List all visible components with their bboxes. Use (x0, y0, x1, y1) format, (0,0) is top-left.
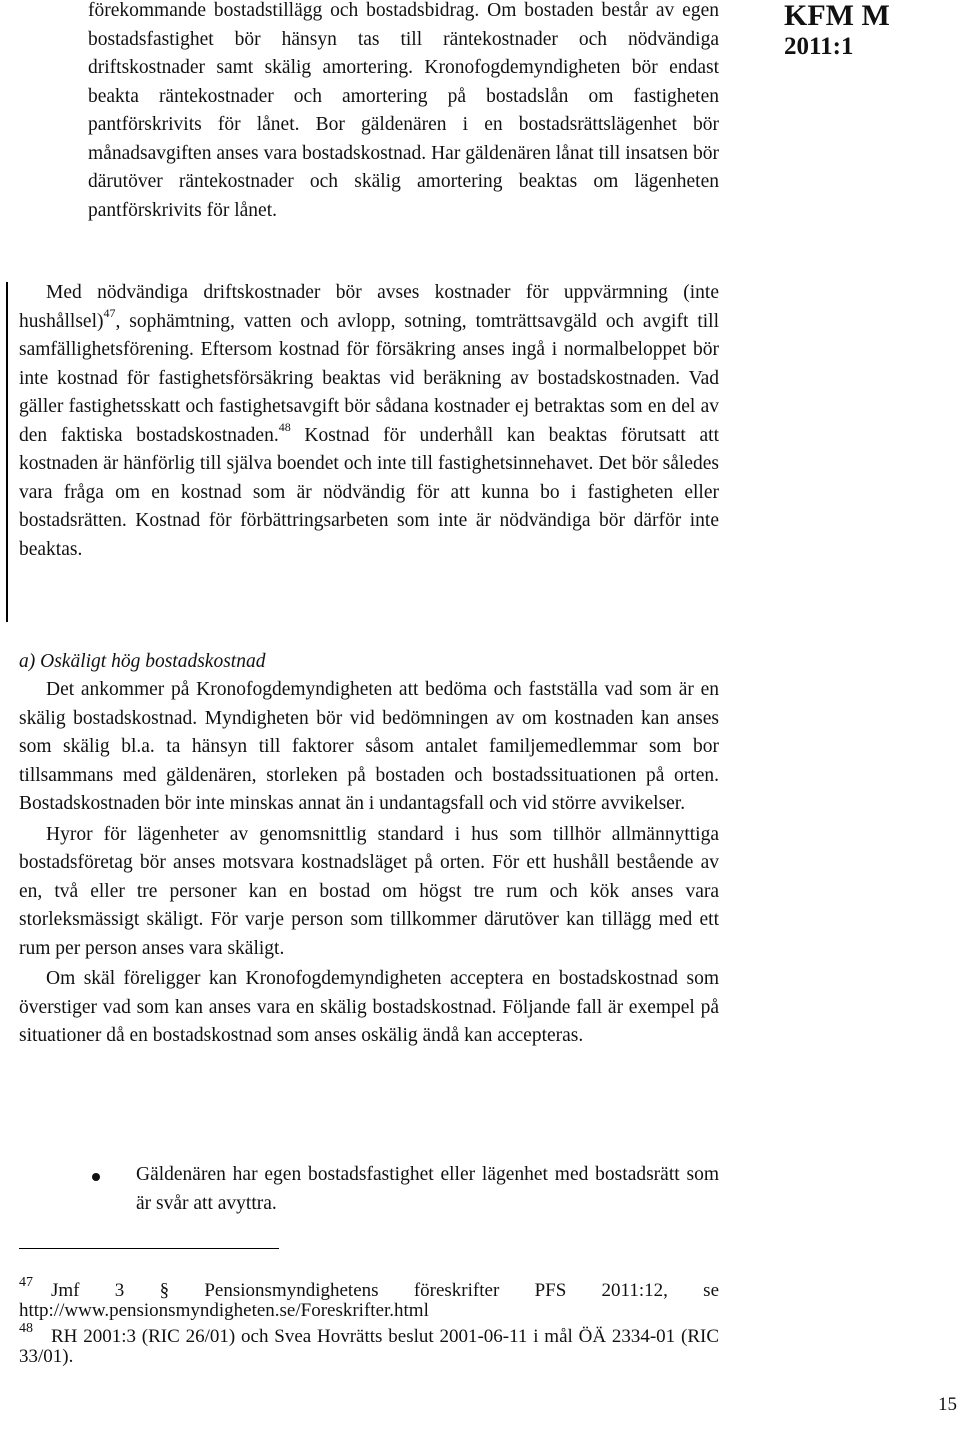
footnote-48 (19, 1321, 719, 1367)
section-a-paragraph: Om skäl föreligger kan Kronofogdemyndigheten acceptera en bostadskostnad som överstiger vad som kan anses vara en skälig bostadskostnad. Följande fall är exempel på situationer då en bostadskostnad som anses oskälig ändå kan accepteras. (19, 968, 719, 1046)
paragraph-text-1: Med nödvändiga driftskostnader bör avses kostnader för uppvärmning (inte hushållsel) (19, 282, 719, 332)
paragraph-text-3: Kostnad för underhåll kan beaktas förutsatt att kostnaden är hänförlig till själva boendet och inte till fastighetsinnehavet. Det bör således vara fråga om en kostnad som är nödvändig för att kunna bo i fastigheten eller bostadsrätten. Kostnad för förbättringsarbeten som inte är nödvändiga bör därför inte beaktas. (19, 424, 719, 560)
document-number: 2011:1 (784, 33, 854, 60)
section-a-paragraph: Det ankommer på Kronofogdemyndigheten att bedöma och fastställa vad som är en skälig bostadskostnad. Myndigheten bör vid bedömningen av om kostnaden kan anses som skälig bl.a. ta hänsyn till faktorer såsom antalet familjemedlemmar som bor tillsammans med gäldenären, storleken på bostaden och bostadssituationen på orten. Bostadskostnaden bör inte minskas annat än i undantagsfall och vid större avvikelser. (19, 679, 719, 814)
footnote-text: RH 2001:3 (RIC 26/01) och Svea Hovrätts beslut 2001-06-11 i mål ÖÄ 2334-01 (RIC 33/01). (19, 1326, 719, 1367)
bullet-list (19, 1161, 719, 1218)
footnote-47 (19, 1275, 719, 1321)
change-marker-bar (6, 282, 8, 622)
driftskostnader-paragraph (19, 279, 719, 564)
list-item-text: Gäldenären har egen bostadsfastighet eller lägenhet med bostadsrätt som är svår att avyttra. (136, 1164, 719, 1214)
section-a-body (19, 676, 719, 1051)
footnote-text: Jmf 3 § Pensionsmyndighetens föreskrifter PFS 2011:12, se http://www.pensionsmyndigheten.se/Foreskrifter.html (19, 1280, 719, 1321)
top-paragraph: förekommande bostadstillägg och bostadsbidrag. Om bostaden består av egen bostadsfastighet bör hänsyn tas till räntekostnader och nödvändiga driftskostnader samt skälig amortering. Kronofogdemyndigheten bör endast beakta räntekostnader och amortering på bostadslån om fastigheten pantförskrivits för lånet. Bor gäldenären i en bostadsrättslägenhet bör månadsavgiften anses vara bostadskostnad. Har gäldenären lånat till insatsen bör därutöver räntekostnader och skälig amortering beaktas om lägenheten pantförskrivits för lånet. (88, 0, 719, 221)
list-item (19, 1161, 719, 1218)
footnote-number: 47 (19, 1275, 33, 1290)
footnote-ref-48[interactable]: 48 (278, 420, 291, 434)
section-heading: a) Oskäligt hög bostadskostnad (19, 651, 266, 672)
bullet-icon (92, 1173, 100, 1181)
document-code: KFM M (784, 0, 890, 32)
section-a-paragraph: Hyror för lägenheter av genomsnittlig standard i hus som tillhör allmännyttiga bostadsföretag bör anses motsvara kostnadsläget på orten. För ett hushåll bestående av en, två eller tre personer kan en bostad om högst tre rum och kök anses vara storleksmässigt skäligt. För varje person som tillkommer därutöver kan tillägg med ett rum per person anses vara skäligt. (19, 823, 719, 959)
footnote-separator (19, 1248, 279, 1249)
page-number: 15 (938, 1394, 957, 1415)
paragraph-text-2: , sophämtning, vatten och avlopp, sotning, tomträttsavgäld och avgift till samfällighetsförening. Eftersom kostnad för försäkring anses ingå i normalbeloppet bör inte kostnad för fastighetsförsäkring beaktas vid beräkning av bostadskostnaden. Vad gäller fastighetsskatt och fastighetsavgift bör sådana kostnader ej betraktas som en del av den faktiska bostadskostnaden. (19, 310, 719, 446)
footnote-number: 48 (19, 1321, 33, 1336)
footnote-ref-47[interactable]: 47 (103, 306, 116, 320)
